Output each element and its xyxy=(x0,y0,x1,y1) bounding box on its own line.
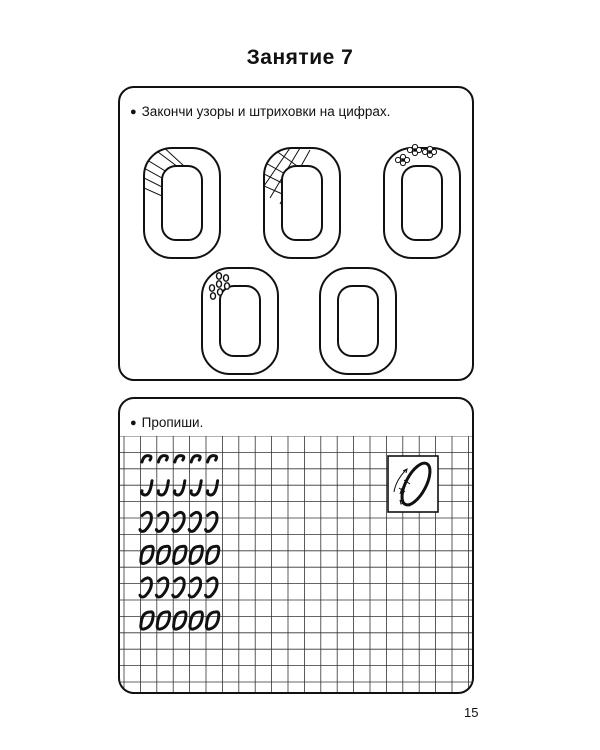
stroke-reverse-c xyxy=(140,512,151,531)
stroke-reverse-c xyxy=(189,512,200,531)
stroke-reverse-c xyxy=(189,578,200,597)
instruction-text: Закончи узоры и штриховки на цифрах. xyxy=(141,104,391,119)
page-number: 15 xyxy=(464,705,479,720)
stroke-reverse-c xyxy=(206,578,217,597)
stroke-top-arc xyxy=(208,456,217,462)
circles-pattern-icon xyxy=(210,273,230,299)
stroke-zero xyxy=(141,612,153,629)
flower-icon xyxy=(395,154,409,165)
stroke-bottom-hook xyxy=(207,481,217,495)
stroke-top-arc xyxy=(158,456,167,462)
stroke-zero xyxy=(157,612,169,629)
stroke-zero xyxy=(190,612,202,629)
stroke-zero xyxy=(157,546,169,563)
stroke-top-arc xyxy=(142,456,151,462)
digit-figures xyxy=(120,88,472,379)
digit-zero-circles xyxy=(202,268,278,374)
stroke-reverse-c xyxy=(206,512,217,531)
stroke-bottom-hook xyxy=(142,481,152,495)
stroke-bottom-hook xyxy=(191,481,201,495)
stroke-reverse-c xyxy=(173,578,184,597)
stroke-bottom-hook xyxy=(158,481,168,495)
task-copybook-panel xyxy=(118,397,474,694)
copybook-grid[interactable] xyxy=(120,436,472,692)
digit-zero-flowers xyxy=(384,144,460,258)
bullet-icon: ● xyxy=(130,106,137,118)
stroke-zero xyxy=(206,546,218,563)
stroke-reverse-c xyxy=(156,512,167,531)
instruction-text: Пропиши. xyxy=(141,415,204,430)
page-title: Занятие 7 xyxy=(246,46,354,69)
bullet-icon: ● xyxy=(130,417,137,429)
stroke-zero xyxy=(206,612,218,629)
task-copybook-instruction xyxy=(130,415,203,430)
task-patterns-panel xyxy=(118,86,474,381)
stroke-zero xyxy=(141,546,153,563)
stroke-zero xyxy=(174,612,186,629)
stroke-zero xyxy=(174,546,186,563)
stroke-reverse-c xyxy=(173,512,184,531)
stroke-top-arc xyxy=(191,456,200,462)
sample-digit-box xyxy=(388,456,438,512)
stroke-zero xyxy=(190,546,202,563)
stroke-bottom-hook xyxy=(175,481,185,495)
practice-strokes xyxy=(140,456,219,630)
stroke-reverse-c xyxy=(140,578,151,597)
stroke-reverse-c xyxy=(156,578,167,597)
digit-zero-hatching xyxy=(144,144,220,258)
flower-icon xyxy=(407,144,421,155)
digit-zero-crosshatch xyxy=(264,148,340,258)
digit-zero-empty xyxy=(320,268,396,374)
stroke-top-arc xyxy=(175,456,184,462)
